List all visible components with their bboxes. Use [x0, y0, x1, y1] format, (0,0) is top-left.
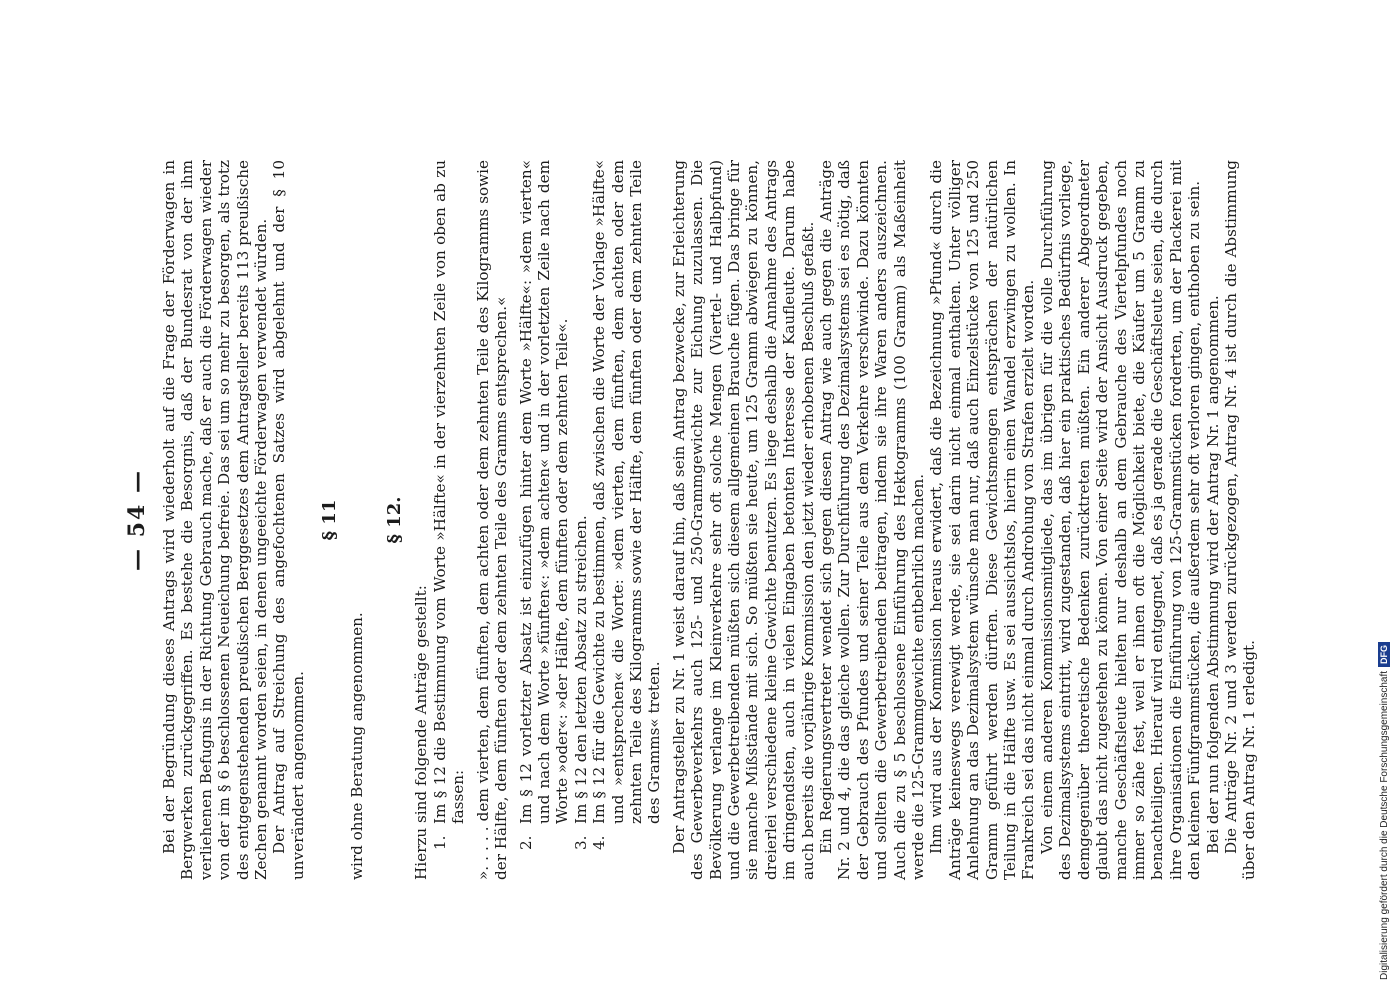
- paragraph: Der Antrag auf Streichung des angefochtenen Satzes wird abgelehnt und der § 10 unverändert angenommen.: [270, 160, 307, 880]
- list-item: [590, 160, 664, 850]
- section-12-intro: Hierzu sind folgende Anträge gestellt:: [412, 585, 431, 880]
- list-item-number: 4.: [590, 835, 609, 850]
- digitization-credit: [1378, 642, 1390, 980]
- list-item-text: Im § 12 für die Gewichte zu bestimmen, daß zwischen die Worte der Vorlage »Hälfte« und »entsprechen« die Worte: »dem vierten, dem fünften, dem achten oder dem zehnten Teile des Kilogramms sowie der Hälfte, dem fünften oder dem zehnten Teile des Gramms« treten.: [590, 160, 664, 824]
- digitization-credit-text: Digitalisierung gefördert durch die Deutsche Forschungsgemeinschaft: [1378, 670, 1390, 980]
- list-item-text: Im § 12 den letzten Absatz zu streichen.: [571, 515, 590, 824]
- list-item-number: 1.: [430, 835, 449, 850]
- document-body: [160, 160, 1259, 880]
- rotated-document-page: [124, 160, 1259, 880]
- list-item: [517, 160, 572, 850]
- list-item-text: Im § 12 die Bestimmung vom Worte »Hälfte« in der vierzehnten Zeile von oben ab zu fassen:: [430, 160, 468, 824]
- section-heading-11: § 11: [319, 499, 341, 541]
- list-item-number: 3.: [571, 835, 590, 850]
- paragraph: Die Anträge Nr. 2 und 3 werden zurückgezogen, Antrag Nr. 4 ist durch die Abstimmung über den Antrag Nr. 1 erledigt.: [1221, 160, 1259, 880]
- paragraph: Von einem anderen Kommissionsmitgliede, das im übrigen für die volle Durchführung des Dezimalsystems eintritt, wird zugestanden, daß hier ein praktisches Bedürfnis vorliege, demgegenüber theoretische Bedenken zurücktreten müßten. Ein anderer Abgeordneter glaubt das nicht zugestehen zu können. Von einer Seite wird der Ansicht Ausdruck gegeben, manche Geschäftsleute hielten nur deshalb an dem Gebrauche des Viertelpfundes noch immer so zähe fest, weil er ihnen oft die Möglichkeit biete, die Käufer um 5 Gramm zu benachteiligen. Hierauf wird entgegnet, daß es ja gerade die Geschäftsleute seien, die durch ihre Organisationen die Einführung von 125-Grammstücken forderten, um der Plackerei mit den kleinen Fünfgrammstücken, die außerdem sehr oft verloren gingen, enthoben zu sein.: [1037, 160, 1204, 880]
- page-number: — 54 —: [124, 469, 150, 571]
- list-item: [431, 160, 468, 850]
- list-item-text: Im § 12 vorletzter Absatz ist einzufügen hinter dem Worte »Hälfte«: »dem vierten« und nach dem Worte »fünften«: »dem achten« und in der vorletzten Zeile nach dem Worte »oder«: »der Hälfte, dem fünften oder dem zehnten Teile«.: [516, 160, 572, 824]
- paragraph: Ihm wird aus der Kommission heraus erwidert, daß die Bezeichnung »Pfund« durch die Anträge keineswegs verewigt werde, sie sei darin nicht einmal enthalten. Unter völliger Anlehnung an das Dezimalsystem wünsche man nur, daß auch Einzelstücke von 125 und 250 Gramm geführt werden dürften. Diese Gewichtsmengen entsprächen der natürlichen Teilung in die Hälfte usw. Es sei aussichtslos, hierin einen Wandel erzwingen zu wollen. In Frankreich sei das nicht einmal durch Androhung von Strafen erzielt worden.: [927, 160, 1038, 880]
- list-item: [572, 160, 590, 850]
- list-item-number: 2.: [516, 835, 535, 850]
- quoted-amendment: ». . . . . dem vierten, dem fünften, dem achten oder dem zehnten Teile des Kilogramms sowie der Hälfte, dem fünften oder dem zehnten Teile des Gramms entsprechen.«: [473, 160, 511, 880]
- paragraph: Ein Regierungsvertreter wendet sich gegen diesen Antrag wie auch gegen die Anträge Nr. 2 und 4, die das gleiche wollen. Zur Durchführung des Dezimalsystems sei es nötig, daß der Gebrauch des Pfundes und seiner Teile aus dem Verkehre verschwinde. Dazu könnten und sollten die Gewerbetreibenden beitragen, indem sie ihre Waren anders auszeichnen. Auch die zu § 5 beschlossene Einführung des Hektogramms (100 Gramm) als Maßeinheit werde die 125-Grammgewichte entbehrlich machen.: [817, 160, 928, 880]
- section-11-text: wird ohne Beratung angenommen.: [347, 612, 366, 880]
- paragraph: Der Antragsteller zu Nr. 1 weist darauf hin, daß sein Antrag bezwecke, zur Erleichterung des Gewerbeverkehrs auch 125- und 250-Grammgewichte zur Eichung zuzulassen. Die Bevölkerung verlange im Kleinverkehre sehr oft solche Mengen (Viertel- und Halbpfund) und die Gewerbetreibenden müßten sich diesem allgemeinen Brauche fügen. Das bringe für sie manche Mißstände mit sich. So müßten sie heute, um 125 Gramm abwiegen zu können, dreierlei verschiedene kleine Gewichte benutzen. Es liege deshalb die Annahme des Antrags im dringendsten, auch in vielen Eingaben betonten Interesse der Kaufleute. Darum habe auch bereits die vorjährige Kommission den jetzt wieder erhobenen Beschluß gefaßt.: [669, 160, 817, 880]
- paragraph: Bei der nun folgenden Abstimmung wird der Antrag Nr. 1 angenommen.: [1203, 295, 1222, 854]
- section-heading-12: § 12.: [384, 496, 406, 544]
- dfg-logo: DFG: [1378, 642, 1390, 667]
- paragraph: Bei der Begründung dieses Antrags wird wiederholt auf die Frage der Förderwagen in Bergwerken zurückgegriffen. Es bestehe die Besorgnis, daß der Bundesrat von der ihm verliehenen Befugnis in der Richtung Gebrauch mache, daß er auch die Förderwagen wieder von der im § 6 beschlossenen Neueichung befreie. Das sei um so mehr zu besorgen, als trotz des entgegenstehenden preußischen Berggesetzes dem Antragsteller bereits 113 preußische Zechen genannt worden seien, in denen ungeeichte Förderwagen verwendet würden.: [160, 160, 271, 880]
